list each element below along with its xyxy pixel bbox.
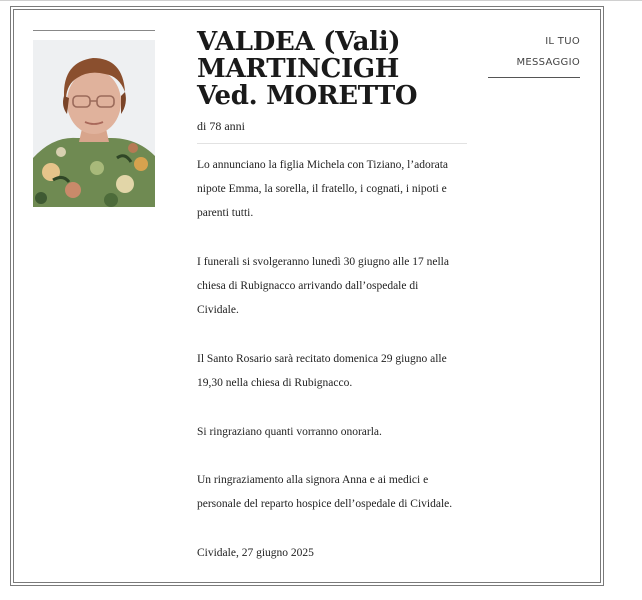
name-line-2: MARTINCIGH [197,54,400,84]
text-line: Cividale, 27 giugno 2025 [197,546,314,559]
age-text: di 78 anni [197,119,245,133]
text-line: parenti tutti. [197,207,254,220]
message-link-line-2: MESSAGGIO [516,57,580,68]
portrait-photo [33,40,155,207]
name-line-3: Ved. MORETTO [197,81,418,111]
paragraph-place-date [197,541,477,565]
top-divider [0,0,642,1]
paragraph-acknowledgement [197,468,477,516]
paragraph-announcement [197,153,477,226]
deceased-name [197,29,487,110]
text-line: Si ringraziano quanti vorranno onorarla. [197,425,382,438]
photo-divider [33,30,155,31]
name-divider [197,143,467,144]
message-link-line-1: IL TUO [545,36,580,47]
paragraph-thanks [197,420,477,444]
your-message-link[interactable] [488,31,580,73]
text-line: nipote Emma, la sorella, il fratello, i cognati, i nipoti e [197,183,447,196]
text-line: 19,30 nella chiesa di Rubignacco. [197,377,353,390]
text-line: chiesa di Rubignacco arrivando dall’ospedale di [197,280,419,293]
obituary-text [197,153,477,589]
paragraph-funeral [197,250,477,323]
message-link-underline [488,77,580,78]
text-line: Lo annunciano la figlia Michela con Tiziano, l’adorata [197,159,449,171]
paragraph-rosary [197,347,477,395]
text-line: personale del reparto hospice dell’ospedale di Cividale. [197,498,453,511]
text-line: I funerali si svolgeranno lunedì 30 giugno alle 17 nella [197,255,449,268]
name-line-1: VALDEA (Vali) [197,27,401,57]
text-line: Il Santo Rosario sarà recitato domenica 29 giugno alle [197,352,447,365]
text-line: Cividale. [197,304,239,317]
text-line: Un ringraziamento alla signora Anna e ai medici e [197,474,429,487]
